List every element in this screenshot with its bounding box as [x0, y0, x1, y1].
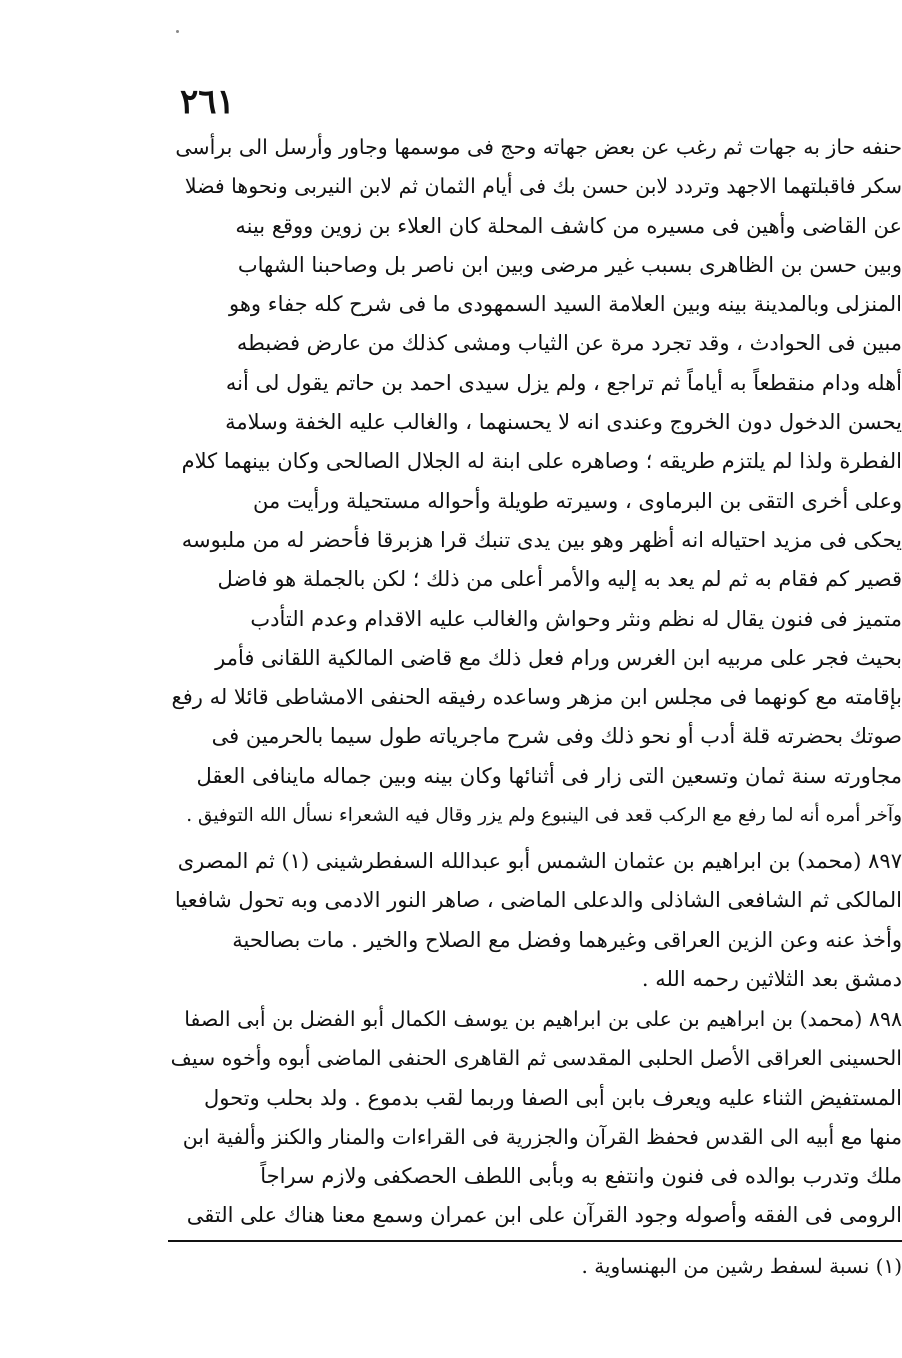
- text-line: المالكى ثم الشافعى الشاذلى والدعلى الماضى ، صاهر النور الادمى وبه تحول شافعيا: [174, 888, 902, 913]
- text-line: حنفه حاز به جهات ثم رغب عن بعض جهاته وحج فى موسمها وجاور وأرسل الى برأسى: [175, 135, 902, 159]
- text-line: منها مع أبيه الى القدس فحفظ القرآن والجزرية فى القراءات والمنار والكنز وألفية ابن: [182, 1124, 902, 1149]
- text-line: مجاورته سنة ثمان وتسعين التى زار فى أثنائها وكان بينه وبين جماله ماينافى العقل: [196, 763, 902, 788]
- text-line: بإقامته مع كونهما فى مجلس ابن مزهر وساعده رفيقه الحنفى الامشاطى قائلا له رفع: [171, 685, 902, 710]
- entry-897: [168, 842, 902, 999]
- text-line: ٨٩٧ (محمد) بن ابراهيم بن عثمان الشمس أبو عبدالله السفطرشينى (١) ثم المصرى: [177, 849, 902, 873]
- text-line: مبين فى الحوادث ، وقد تجرد مرة عن الثياب ومشى كذلك من عارض فضبطه: [236, 331, 902, 356]
- text-line: دمشق بعد الثلاثين رحمه الله .: [641, 966, 902, 991]
- text-line: ٨٩٨ (محمد) بن ابراهيم بن على بن ابراهيم بن يوسف الكمال أبو الفضل بن أبى الصفا: [184, 1007, 902, 1031]
- text-line: الفطرة ولذا لم يلتزم طريقه ؛ وصاهره على ابنة له الجلال الصالحى وكان بينهما كلام: [181, 449, 902, 474]
- text-line: وأخذ عنه وعن الزين العراقى وغيرهما وفضل مع الصلاح والخير . مات بصالحية: [232, 927, 902, 952]
- footnote: (١) نسبة لسفط رشين من البهنساوية .: [581, 1254, 902, 1278]
- scan-speck: [176, 30, 179, 33]
- entry-898: [168, 1000, 902, 1236]
- text-line: يحكى فى مزيد احتياله انه أظهر وهو بين يدى تنبك قرا هزبرقا فأحضر له من ملبوسه: [181, 527, 902, 552]
- text-line: متميز فى فنون يقال له نظم ونثر وحواش والغالب عليه الاقدام وعدم التأدب: [250, 606, 902, 631]
- text-line: وبين حسن بن الظاهرى بسبب غير مرضى وبين ابن ناصر بل وصاحبنا الشهاب: [237, 252, 902, 277]
- text-line: المنزلى وبالمدينة بينه وبين العلامة السيد السمهودى ما فى شرح كله جفاء وهو: [228, 292, 902, 317]
- text-line: وآخر أمره أنه لما رفع مع الركب قعد فى الينبوع ولم يزر وقال فيه الشعراء نسأل الله التوفيق .: [186, 805, 902, 827]
- entry-continuation: [168, 128, 902, 835]
- footnote-divider: [168, 1240, 902, 1242]
- text-line: سكر فاقبلتهما الاجهد وتردد لابن حسن بك فى أيام الثمان ثم لابن النيربى ونحوها فضلا: [184, 174, 902, 199]
- text-line: يحسن الدخول دون الخروج وعندى انه لا يحسنهما ، والغالب عليه الخفة وسلامة: [225, 410, 902, 435]
- text-line: صوتك بحضرته قلة أدب أو نحو ذلك وفى شرح ماجرياته طول سيما بالحرمين فى: [211, 724, 902, 749]
- text-line: قصير كم فقام به ثم لم يعد به إليه والأمر أعلى من ذلك ؛ لكن بالجملة هو فاضل: [217, 567, 902, 592]
- text-line: المستفيض الثناء عليه ويعرف بابن أبى الصفا وربما لقب بدموع . ولد بحلب وتحول: [203, 1085, 902, 1110]
- text-line: الحسينى العراقى الأصل الحلبى المقدسى ثم القاهرى الحنفى الماضى أبوه وأخوه سيف: [170, 1046, 902, 1071]
- text-line: عن القاضى وأهين فى مسيره من كاشف المحلة كان العلاء بن زوين ووقع بينه: [235, 213, 902, 238]
- page-number: ٢٦١: [180, 82, 235, 122]
- text-line: ملك وتدرب بوالده فى فنون وانتفع به وبأبى اللطف الحصكفى ولازم سراجاً: [260, 1164, 902, 1189]
- text-line: بحيث فجر على مربيه ابن الغرس ورام فعل ذلك مع قاضى المالكية اللقانى فأمر: [215, 645, 902, 670]
- text-line: الرومى فى الفقه وأصوله وجود القرآن على ابن عمران وسمع معنا هناك على التقى: [186, 1203, 902, 1228]
- text-line: وعلى أخرى التقى بن البرماوى ، وسيرته طويلة وأحواله مستحيلة ورأيت من: [252, 488, 902, 513]
- text-line: أهله ودام منقطعاً به أياماً ثم تراجع ، ولم يزل سيدى احمد بن حاتم يقول لى أنه: [225, 370, 902, 395]
